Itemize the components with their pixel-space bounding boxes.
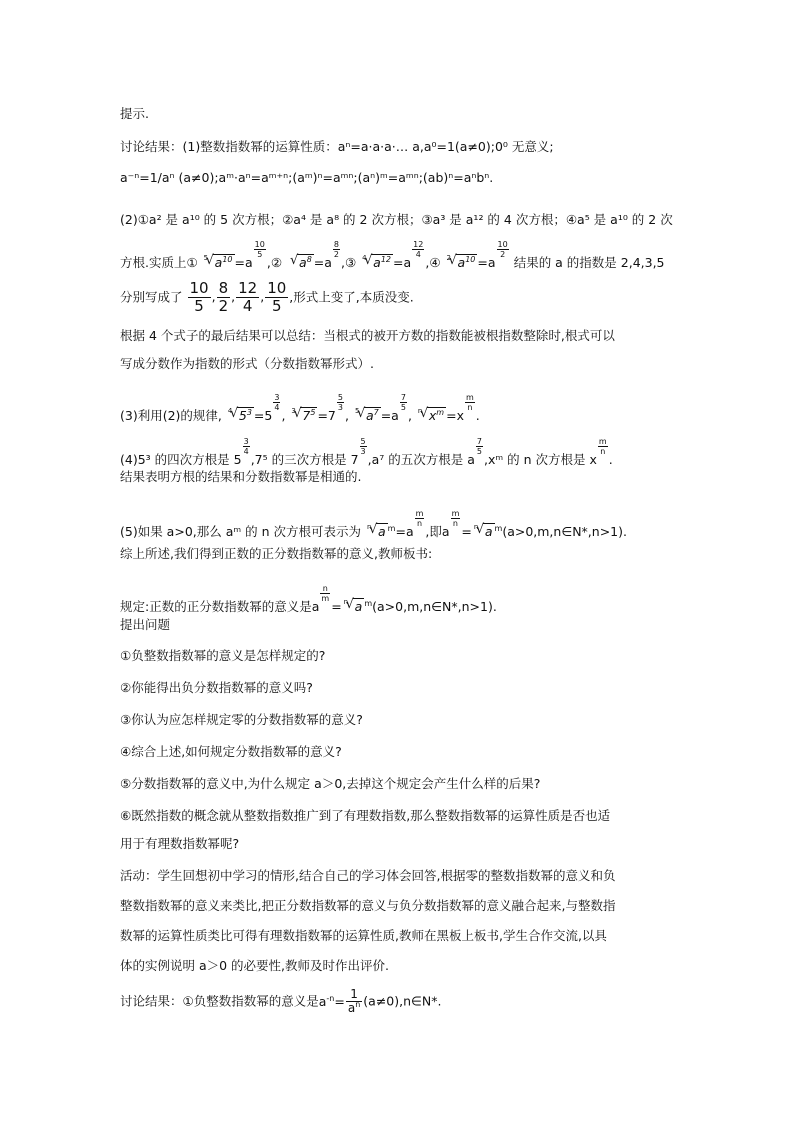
board-note-line: 综上所述,我们得到正数的正分数指数幂的意义,教师板书: [120, 546, 433, 561]
derivation-text-3: (a>0,m,n∈N*,n>1). [502, 524, 627, 539]
question-2: ②你能得出负分数指数幂的意义吗? [120, 680, 313, 695]
activity-line-1: 活动：学生回想初中学习的情形,结合自己的学习体会回答,根据零的整数指数幂的意义和负 [120, 868, 616, 883]
roots-formulas: √ 5 $a^{10} =a$ $\frac{10}{5}$ ,② √ $a^8 =a$ $\frac{8}{2}$ ,③ √ 4 $a^{12} =a$ $\frac{12}{4}$ ,④ √ 2 $a^{10} =a$ $\frac{10}{2}$ [202, 255, 514, 270]
nth-roots-text-2: ,7⁵ 的三次方根是 [250, 452, 347, 467]
discussion-result-2: 讨论结果：①负整数指数幂的意义是$a^{-n}=$ $\frac{1}{a^n}$ (a≠0),n∈N*. [120, 987, 442, 1015]
question-5: ⑤分数指数幂的意义中,为什么规定 a＞0,去掉这个规定会产生什么样的后果? [120, 776, 541, 791]
rule-usage-text: (3)利用(2)的规律, [120, 408, 222, 423]
roots-explanation-2 [120, 240, 680, 270]
discussion-result-1: 讨论结果：(1)整数指数幂的运算性质：aⁿ=a·a·a·… a,a⁰=1(a≠0);0⁰ 无意义; [120, 139, 554, 154]
hint-heading: 提示. [120, 106, 149, 121]
activity-line-3: 数幂的运算性质类比可得有理数指数幂的运算性质,教师在黑板上板书,学生合作交流,以具 [120, 928, 607, 943]
question-6-line-2: 用于有理数指数幂呢? [120, 836, 240, 851]
fraction-forms-line: 分别写成了 $\frac{10}{5}$ , $\frac{8}{2}$ , $\frac{12}{4}$ , $\frac{10}{5}$ ,形式上变了,本质没变. [120, 279, 414, 315]
nth-roots-text-1: (4)5³ 的四次方根是 [120, 452, 230, 467]
derivation-text-2: ,即 [425, 524, 442, 539]
activity-line-2: 整数指数幂的意义来类比,把正分数指数幂的意义与负分数指数幂的意义融合起来,与整数指 [120, 898, 616, 913]
rule-usage-line: (3)利用(2)的规律, √ 4 $5^3 =5$ $\frac{3}{4}$ , √ 3 $7^5 =7$ $\frac{5}{3}$ , √ 5 $a^7 =a$ $\frac{7}{5}$ , √ n $x^m =x$ $\frac{m}{n}$ . [120, 393, 680, 417]
roots-explanation-1: (2)①a² 是 a¹⁰ 的 5 次方根；②a⁴ 是 a⁸ 的 2 次方根；③a³ 是 a¹² 的 4 次方根；④a⁵ 是 a¹⁰ 的 2 次 [120, 212, 673, 227]
question-3: ③你认为应怎样规定零的分数指数幂的意义? [120, 712, 363, 727]
definition-text-1: 规定:正数的正分数指数幂的意义是 [120, 599, 312, 614]
fraction-forms-tail: ,形式上变了,本质没变. [289, 289, 414, 305]
result-text-2: (a≠0),n∈N*. [363, 993, 442, 1009]
activity-line-4: 体的实例说明 a＞0 的必要性,教师及时作出评价. [120, 958, 390, 973]
question-6-line-1: ⑥既然指数的概念就从整数指数推广到了有理数指数,那么整数指数幂的运算性质是否也适 [120, 808, 611, 823]
result-text-1: 讨论结果：①负整数指数幂的意义是 [120, 993, 319, 1009]
exponent-rules-text: a⁻ⁿ=1/aⁿ (a≠0);aᵐ·aⁿ=aᵐ⁺ⁿ;(aᵐ)ⁿ=aᵐⁿ;(aⁿ)ᵐ=aᵐⁿ;(ab)ⁿ=aⁿbⁿ. [120, 170, 494, 185]
definition-derivation-line: (5)如果 a>0,那么 aᵐ 的 n 次方根可表示为 √ n a $^m$=a $\frac{m}{n}$ ,即a $\frac{m}{n}$ = √ n a $^m$(a>0,m,n∈N*,n>1). [120, 509, 680, 533]
definition-line: 规定:正数的正分数指数幂的意义是a $\frac{n}{m}$ = √ n a $^m$(a>0,m,n∈N*,n>1). [120, 584, 680, 608]
nth-roots-text-3: ,a⁷ 的五次方根是 [367, 452, 464, 467]
questions-heading: 提出问题 [120, 617, 171, 632]
question-1: ①负整数指数幂的意义是怎样规定的? [120, 648, 326, 663]
question-4: ④综合上述,如何规定分数指数幂的意义? [120, 744, 342, 759]
summary-line-1: 根据 4 个式子的最后结果可以总结：当根式的被开方数的指数能被根指数整除时,根式可以 [120, 328, 615, 343]
exponent-rules-line [120, 166, 680, 190]
nth-roots-text-4: ,xᵐ 的 n 次方根是 [484, 452, 586, 467]
fraction-forms-intro: 分别写成了 [120, 289, 183, 305]
roots-intro-text: 方根.实质上① [120, 255, 198, 270]
summary-line-2: 写成分数作为指数的形式（分数指数幂形式）. [120, 356, 374, 371]
nth-roots-line: (4)5³ 的四次方根是 5 $\frac{3}{4}$ ,7⁵ 的三次方根是 7 $\frac{5}{3}$ ,a⁷ 的五次方根是 a $\frac{7}{5}$ ,xᵐ 的 n 次方根是 x $\frac{m}{n}$ . [120, 437, 613, 467]
derivation-text-1: (5)如果 a>0,那么 aᵐ 的 n 次方根可表示为 [120, 524, 362, 539]
definition-text-2: (a>0,m,n∈N*,n>1). [372, 599, 497, 614]
roots-exponent-text: 结果的 a 的指数是 2,4,3,5 [513, 255, 665, 270]
conclusion-line: 结果表明方根的结果和分数指数幂是相通的. [120, 469, 362, 484]
